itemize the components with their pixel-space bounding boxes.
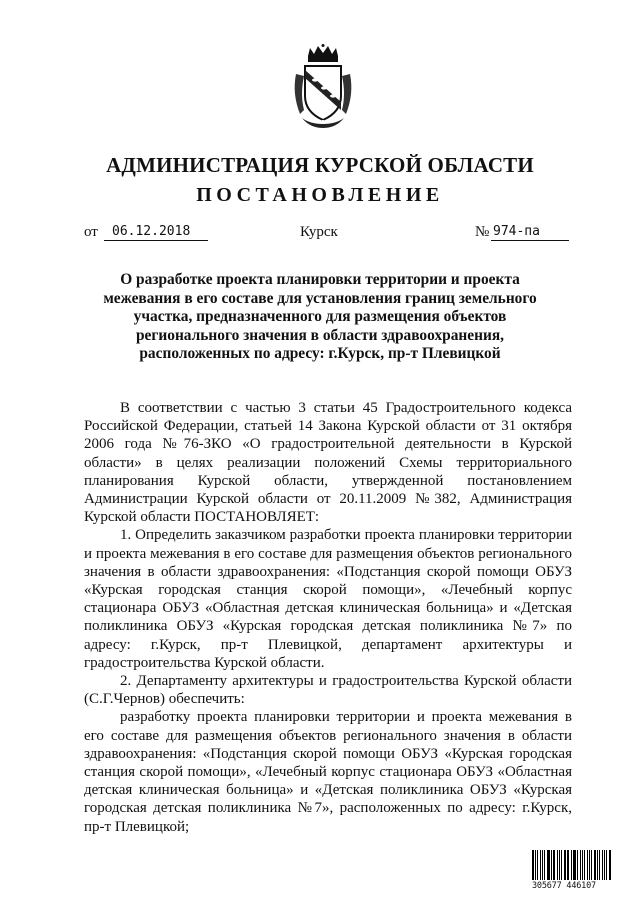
date-label: от [84, 224, 98, 240]
document-number: 974-па [491, 224, 569, 241]
title-line: О разработке проекта планировки территории и проекта [120, 271, 520, 288]
paragraph-item-1: 1. Определить заказчиком разработки проекта планировки территории и проекта межевания в его составе для размещения объектов регионального значения в области здравоохранения: «Подстанция скорой помощи ОБУЗ «Курская городская станция скорой помощи», «Лечебный корпус стационара ОБУЗ «Областная детская клиническая больница» и «Детская поликлиника ОБУЗ «Курская городская детская поликлиника №7» по адресу: г.Курск, пр-т Плевицкой, департамент архитектуры и градостроительства Курской области. [84, 527, 572, 671]
document-body [84, 399, 572, 836]
barcode-bars [532, 850, 612, 880]
coat-of-arms-icon [290, 44, 356, 128]
document-date: 06.12.2018 [104, 224, 208, 241]
document-city: Курск [300, 224, 338, 240]
title-line: расположенных по адресу: г.Курск, пр-т Плевицкой [139, 345, 501, 362]
title-line: участка, предназначенного для размещения объектов [133, 308, 507, 325]
document-type: ПОСТАНОВЛЕНИЕ [196, 184, 444, 206]
paragraph-item-2: 2. Департаменту архитектуры и градостроительства Курской области (С.Г.Чернов) обеспечить: [84, 673, 572, 708]
barcode-number: 305677 446107 [532, 881, 596, 891]
paragraph-preamble: В соответствии с частью 3 статьи 45 Градостроительного кодекса Российской Федерации, статьей 14 Закона Курской области от 31 октября 2006 года №76-ЗКО «О градостроительной деятельности в Курской области» в целях реализации положений Схемы территориального планирования Курской области, утвержденной постановлением Администрации Курской области от 20.11.2009 №382, Администрация Курской области ПОСТАНОВЛЯЕТ: [84, 400, 572, 526]
document-title [90, 271, 550, 364]
title-line: межевания в его составе для установления границ земельного [103, 289, 537, 307]
barcode [532, 850, 612, 890]
title-line: регионального значения в области здравоохранения, [136, 326, 504, 344]
organization-title: АДМИНИСТРАЦИЯ КУРСКОЙ ОБЛАСТИ [106, 153, 534, 177]
paragraph-item-2-sub: разработку проекта планировки территории и проекта межевания в его составе для размещения объектов регионального значения в области здравоохранения: «Подстанция скорой помощи ОБУЗ «Курская городская станция скорой помощи», «Лечебный корпус стационара ОБУЗ «Областная детская клиническая больница» и «Детская поликлиника ОБУЗ «Курская городская детская поликлиника №7», расположенных по адресу: г.Курск, пр-т Плевицкой; [84, 709, 572, 835]
number-label: № [475, 224, 490, 240]
